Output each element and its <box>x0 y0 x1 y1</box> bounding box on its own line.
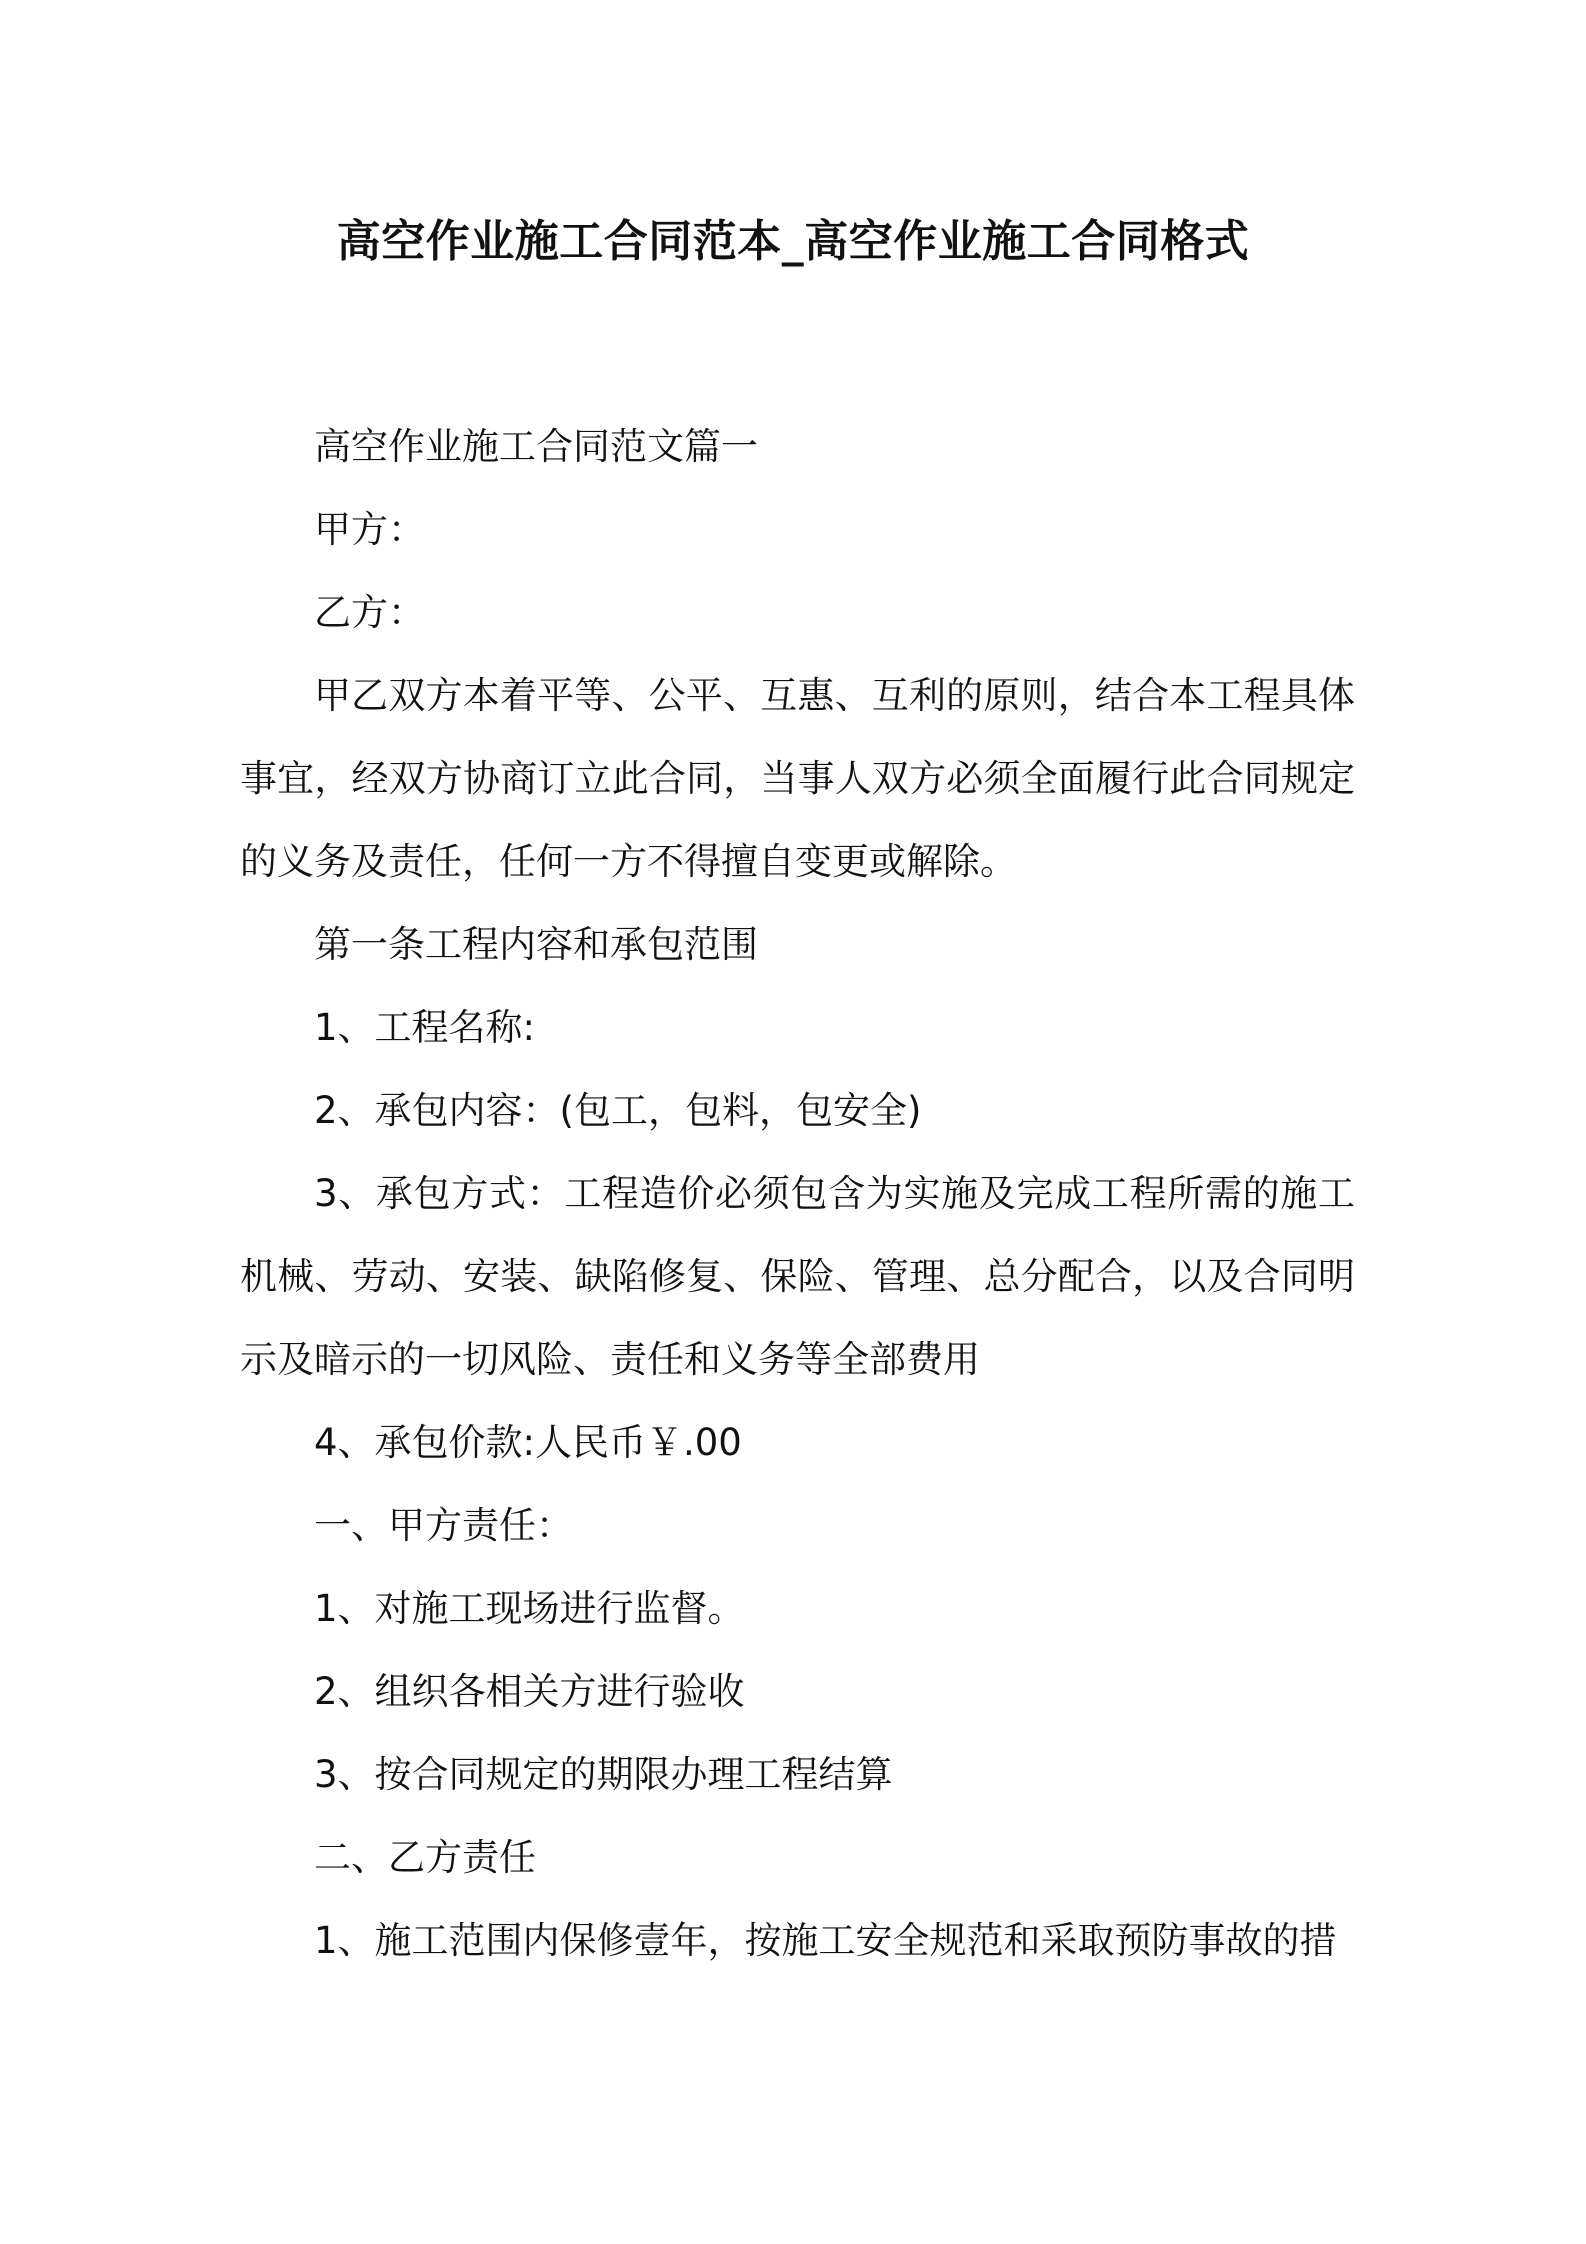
party-a-item-1: 1、对施工现场进行监督。 <box>314 1587 745 1630</box>
party-b-item-1: 1、施工范围内保修壹年，按施工安全规范和采取预防事故的措 <box>314 1919 1337 1962</box>
clause-contract-price: 4、承包价款:人民币￥.00 <box>314 1421 742 1464</box>
heading-sample-one: 高空作业施工合同范文篇一 <box>314 425 758 468</box>
party-a-item-2: 2、组织各相关方进行验收 <box>314 1670 745 1713</box>
article-one-heading: 第一条工程内容和承包范围 <box>314 923 758 966</box>
clause-project-name: 1、工程名称: <box>314 1006 536 1049</box>
party-a-item-3: 3、按合同规定的期限办理工程结算 <box>314 1753 893 1796</box>
party-a-line: 甲方： <box>314 508 425 551</box>
clause-contract-content: 2、承包内容：(包工，包料，包安全) <box>314 1089 922 1132</box>
party-b-responsibilities-heading: 二、乙方责任 <box>314 1836 536 1879</box>
document-title: 高空作业施工合同范本_高空作业施工合同格式 <box>336 216 1250 267</box>
party-a-responsibilities-heading: 一、甲方责任： <box>314 1504 573 1547</box>
clause-contract-method: 3、承包方式：工程造价必须包含为实施及完成工程所需的施工机械、劳动、安装、缺陷修复、保险、管理、总分配合，以及合同明示及暗示的一切风险、责任和义务等全部费用 <box>240 1172 1355 1381</box>
preamble-paragraph: 甲乙双方本着平等、公平、互惠、互利的原则，结合本工程具体事宜，经双方协商订立此合同，当事人双方必须全面履行此合同规定的义务及责任，任何一方不得擅自变更或解除。 <box>240 674 1355 883</box>
document-body <box>240 405 1355 1982</box>
party-b-line: 乙方： <box>314 591 425 634</box>
